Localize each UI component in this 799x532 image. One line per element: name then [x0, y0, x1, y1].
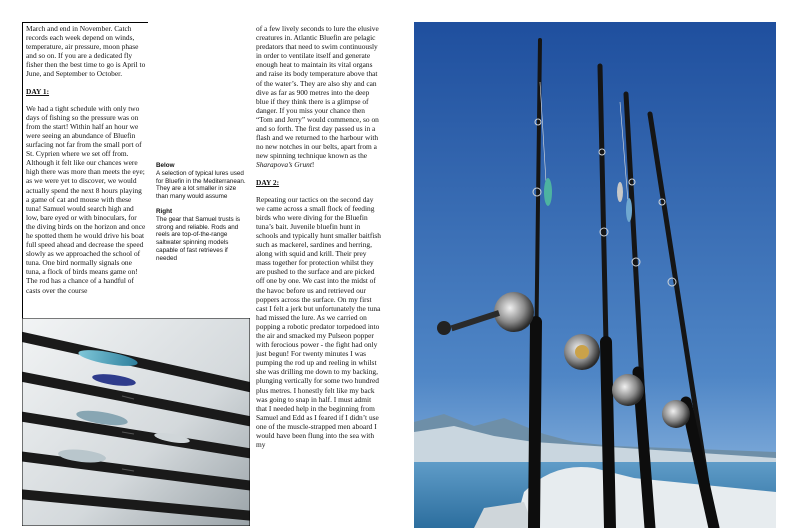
text-column-1 — [26, 24, 146, 316]
column3-paragraph-2: Repeating our tactics on the second day we came across a small flock of feeding birds who were diving for the Bluefin tuna’s bait. Juvenile bluefin hunt in schools and typically hunt smaller baitfish such as mackerel, sardines and herring, along with squid and krill. Their prey mass together for protection whilst they are pushed to the surface and are picked off one by one. We cast into the midst of the havoc before us and retrieved our poppers across the surface. On my first cast I felt a jerk but unfortunately the tuna had missed the lure. As we carried on popping a robotic predator torpedoed into the air and smacked my Pulseon popper with ferocious power - the fight had only just begun! For twenty minutes I was pumping the rod up and reeling in whilst she was drilling me down to my backing, plunging vertically for some two hundred plus metres. I honestly felt like my back was going to snap in half. I must admit that I needed help in the beginning from Samuel and Edd as I feared if I didn’t use one of the muscle-strapped men aboard I would have been flung into the sea with my — [256, 194, 382, 450]
day1-heading: DAY 1: — [26, 86, 50, 96]
caption-below-title: Below — [156, 162, 175, 169]
rods-reels-photo-image — [414, 22, 776, 528]
column3-paragraph-1 — [256, 24, 382, 170]
rods-reels-photo — [414, 22, 776, 528]
left-page — [22, 22, 384, 530]
column3-paragraph-1-text: of a few lively seconds to lure the elusive creatures in. Atlantic Bluefin are pelagic predators that need to swim continuously in order to ventilate itself and generate enough heat to maintain its vital organs and raise its body temperature above that of the water’s. They are also shy and can dive as far as 900 metres into the deep blue if they think there is a glimpse of danger. If you miss your chance then “Tom and Jerry” would commence, so on and so forth. The first day passed us in a flash and we returned to the harbour with no new notches in our belts, apart from a new spinning technique known as the — [256, 24, 379, 161]
lures-photo — [22, 318, 250, 526]
lures-photo-image — [22, 318, 250, 526]
right-page — [414, 22, 776, 528]
column1-paragraph-1: March and end in November. Catch records each week depend on winds, temperature, air pressure, moon phase and so on. If you are a dedicated fly fisher then the best time to go is April to June, and September to October. — [26, 24, 146, 79]
column3-paragraph-1-end: ! — [311, 160, 315, 170]
day2-heading: DAY 2: — [256, 177, 280, 187]
column1-paragraph-2: We had a tight schedule with only two days of fishing so the pressure was on from the start! Within half an hour we were seeing an abundance of Bluefin surfacing not far from the small port of St. Cyprien where we set off from. Although it felt like our chances were high there was more than meets the eye; as we were yet to discover, we would actually spend the next 8 hours playing a game of cat and mouse with these tuna! Samuel would search high and low, bare eyed or with binoculars, for the diving birds on the horizon and once he spotted them he would drive his boat full speed ahead and decrease the speed slowly as we approached the school of tuna. One bird normally signals one tuna, a flock of birds means game on! The rod has a chance of a handful of casts over the course — [26, 103, 146, 295]
sharapova-term: Sharapova’s Grunt — [256, 160, 312, 170]
caption-right-title: Right — [156, 207, 173, 215]
text-column-3 — [256, 24, 382, 528]
captions-block — [156, 162, 248, 270]
caption-right-text: The gear that Samuel trusts is strong and reliable. Rods and reels are top-of-the-range saltwater spinning models capable of fast retrieves if needed — [156, 215, 240, 262]
caption-below-text: A selection of typical lures used for Bluefin in the Mediterranean. They are a lot smaller in size than many would assume — [156, 169, 246, 201]
